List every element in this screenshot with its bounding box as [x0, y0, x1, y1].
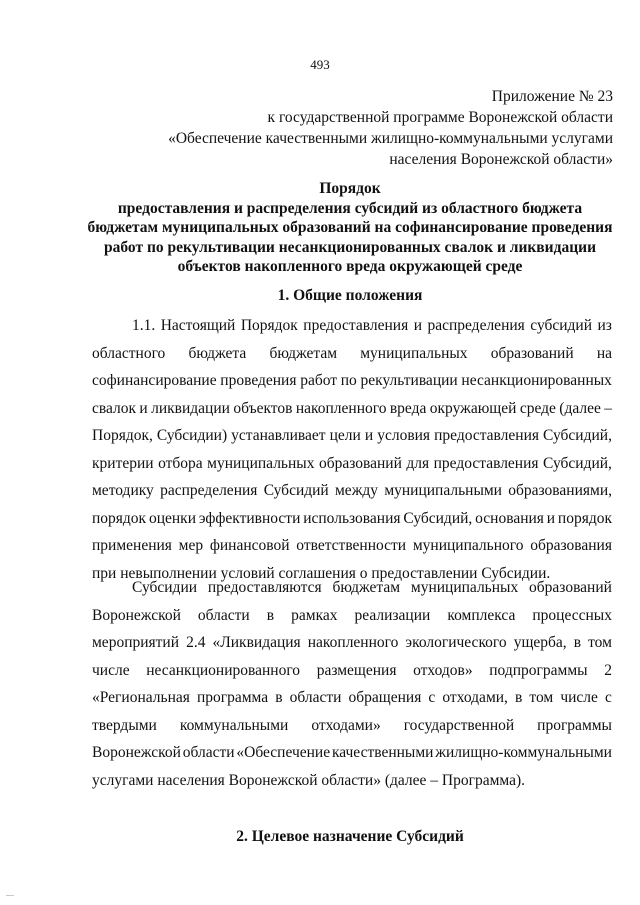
- word: порядок: [557, 509, 612, 527]
- word: среде: [519, 399, 556, 417]
- word: критерии: [92, 454, 154, 472]
- word: несанкционированного: [146, 661, 301, 679]
- word: и: [139, 399, 148, 417]
- word: том: [529, 689, 554, 706]
- paragraph-line: [92, 505, 612, 533]
- word: окружающей: [429, 399, 517, 417]
- word: проведения: [220, 372, 297, 389]
- word: субсидий: [530, 317, 593, 334]
- word: Настоящий: [160, 317, 236, 334]
- word: и: [364, 427, 374, 444]
- word: образований: [318, 454, 402, 472]
- word: на: [596, 344, 612, 362]
- word: из: [597, 317, 612, 334]
- word: Субсидий,: [543, 427, 612, 444]
- paragraph-line: [92, 312, 612, 340]
- section-1-heading: 1. Общие положения: [277, 287, 423, 304]
- word: в: [573, 634, 582, 651]
- word: в: [275, 689, 283, 706]
- word: финансовой: [209, 537, 290, 554]
- word: 2.4: [186, 634, 206, 651]
- word: с: [605, 689, 612, 706]
- word: и: [413, 317, 422, 334]
- word: цели: [329, 427, 361, 444]
- word: предоставления: [434, 427, 540, 444]
- title-line: предоставления и распределения субсидий из областного бюджета: [117, 199, 583, 217]
- word: отходами»: [311, 716, 381, 734]
- word: оценки: [148, 509, 196, 527]
- word: «Обеспечение: [236, 744, 331, 761]
- paragraph-line: [92, 422, 612, 450]
- word: основания: [475, 509, 544, 527]
- word: государственной: [403, 716, 515, 734]
- word: программа: [196, 689, 269, 706]
- word: Воронежской: [92, 744, 181, 761]
- word: работ: [300, 372, 338, 389]
- appendix-line: к государственной программе Воронежской области: [267, 109, 613, 126]
- paragraph-line: [92, 767, 612, 795]
- paragraph-line: [92, 574, 612, 602]
- word: муниципальных: [410, 579, 519, 596]
- title-line: работ по рекультивации несанкционированных свалок и ликвидации: [104, 238, 596, 256]
- title-line: объектов накопленного вреда окружающей среде: [177, 258, 523, 275]
- document-title: [60, 179, 640, 277]
- word: «Региональная: [92, 689, 190, 706]
- word: программы: [537, 716, 612, 734]
- word: отходами,: [442, 689, 508, 706]
- word: услугами населения Воронежской области» (далее – Программа).: [92, 771, 526, 789]
- word: области: [182, 744, 235, 761]
- word: Субсидии: [132, 579, 198, 596]
- word: муниципального: [412, 537, 524, 554]
- paragraph-line: [92, 450, 612, 478]
- word: муниципальных: [207, 454, 315, 472]
- word: объектов: [233, 399, 293, 417]
- title-line: Порядок: [319, 180, 381, 197]
- appendix-reference: [53, 86, 613, 170]
- paragraph-line: [92, 602, 612, 630]
- paragraph-line: [92, 340, 612, 368]
- word: –: [604, 399, 612, 417]
- word: процессных: [532, 606, 612, 624]
- word: с: [428, 689, 436, 706]
- word: обращения: [348, 689, 422, 706]
- word: 2: [604, 661, 612, 679]
- word: при невыполнении условий соглашения о предоставлении Субсидии.: [92, 564, 551, 582]
- title-line: бюджетам муниципальных образований на софинансирование проведения: [87, 219, 613, 236]
- word: накопленного: [295, 399, 387, 417]
- word: по: [340, 372, 357, 389]
- word: бюджетам: [332, 579, 401, 596]
- word: комплекса: [447, 606, 516, 624]
- word: том: [588, 634, 612, 651]
- word: для: [406, 454, 430, 472]
- word: ответственности: [296, 537, 407, 554]
- word: распределения: [160, 482, 258, 499]
- paragraph-line: [92, 739, 612, 767]
- word: мер: [178, 537, 204, 554]
- word: порядок: [92, 509, 147, 527]
- word: числе: [560, 689, 598, 706]
- word: Воронежской: [92, 606, 181, 624]
- word: использования: [303, 509, 401, 527]
- word: между: [335, 482, 379, 499]
- word: распределения: [427, 317, 525, 334]
- word: муниципальными: [384, 482, 502, 499]
- word: Порядок: [240, 317, 298, 334]
- word: рамках: [291, 606, 338, 624]
- word: твердыми: [92, 716, 157, 734]
- word: несанкционированных: [461, 372, 612, 389]
- word: рекультивации: [360, 372, 458, 389]
- word: накопленного: [307, 634, 399, 651]
- paragraph-line: [92, 367, 612, 395]
- paragraph-line: [92, 684, 612, 712]
- word: методику: [92, 482, 154, 499]
- word: свалок: [92, 399, 137, 417]
- word: Субсидии): [156, 427, 228, 444]
- appendix-line: населения Воронежской области»: [389, 151, 613, 168]
- paragraph-line: [92, 629, 612, 657]
- paragraph-line: [92, 657, 612, 685]
- paragraph-line: [92, 395, 612, 423]
- word: образований: [490, 344, 574, 362]
- word: Субсидий,: [543, 454, 612, 472]
- scan-artifact: [6, 895, 14, 899]
- word: области: [197, 606, 250, 624]
- paragraph-1-1: [92, 312, 612, 587]
- word: муниципальных: [360, 344, 468, 362]
- paragraph-subsidies: [92, 574, 612, 794]
- word: подпрограммы: [489, 661, 588, 679]
- word: (далее: [559, 399, 601, 417]
- word: вреда: [389, 399, 427, 417]
- section-2-heading: 2. Целевое назначение Субсидий: [236, 828, 464, 845]
- word: условия: [377, 427, 431, 444]
- word: «Ликвидация: [212, 634, 301, 651]
- word: ликвидации: [151, 399, 230, 417]
- word: в: [515, 689, 523, 706]
- word: отходов»: [413, 661, 473, 679]
- word: предоставления: [433, 454, 539, 472]
- word: экологического: [405, 634, 507, 651]
- paragraph-line: [92, 532, 612, 560]
- word: Субсидий: [263, 482, 329, 499]
- word: коммунальными: [179, 716, 289, 734]
- word: жилищно-коммунальными: [435, 744, 612, 761]
- word: 1.1.: [132, 317, 156, 334]
- word: отбора: [158, 454, 203, 472]
- word: в: [266, 606, 275, 624]
- word: Порядок,: [92, 427, 153, 444]
- word: Субсидий,: [403, 509, 473, 527]
- word: эффективности: [198, 509, 301, 527]
- word: мероприятий: [92, 634, 180, 651]
- paragraph-line: [92, 712, 612, 740]
- word: образованиями,: [508, 482, 612, 499]
- word: реализации: [354, 606, 431, 624]
- word: ущерба,: [513, 634, 567, 651]
- word: бюджетам: [269, 344, 338, 362]
- word: области: [289, 689, 342, 706]
- word: бюджета: [188, 344, 247, 362]
- page-number: 493: [310, 57, 330, 72]
- word: предоставления: [303, 317, 409, 334]
- word: устанавливает: [231, 427, 326, 444]
- word: применения: [92, 537, 172, 554]
- word: предоставляются: [207, 579, 322, 596]
- word: образования: [530, 537, 612, 554]
- word: софинансирование: [92, 372, 217, 389]
- word: образований: [529, 579, 612, 596]
- word: областного: [92, 344, 166, 362]
- word: числе: [92, 661, 130, 679]
- word: и: [546, 509, 556, 527]
- appendix-line: Приложение № 23: [491, 88, 613, 105]
- appendix-line: «Обеспечение качественными жилищно-коммунальными услугами: [168, 130, 613, 147]
- word: размещения: [316, 661, 397, 679]
- word: качественными: [331, 744, 434, 761]
- paragraph-line: [92, 477, 612, 505]
